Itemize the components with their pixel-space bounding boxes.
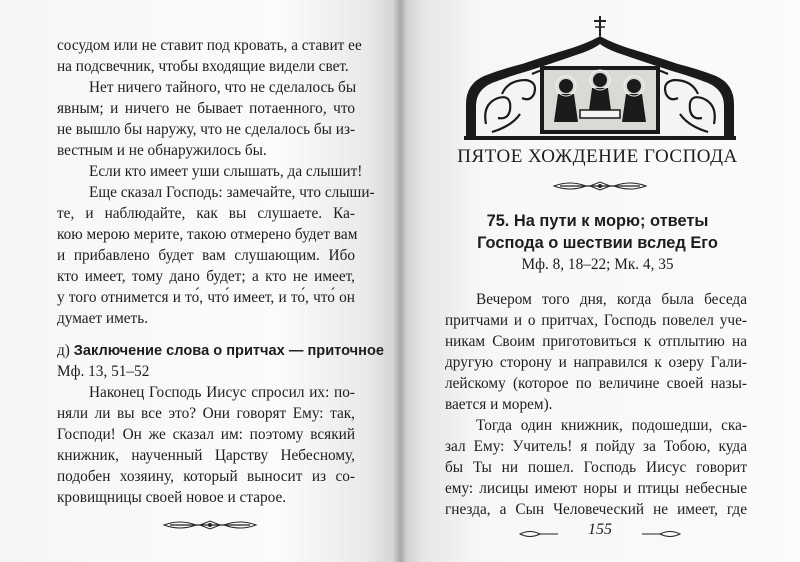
book-gutter [393,0,407,562]
text-line: на подсвечник, чтобы входящие видели свет. [57,58,349,75]
text-line: думает иметь. [57,310,149,327]
page-number: 155 [588,521,612,538]
text-line: Еще сказал Господь: замечайте, что слыши- [89,184,375,201]
text-line: книжник, наученный Царству Небесному, [57,447,355,464]
title-ornament-icon [550,179,650,193]
section-reference: Мф. 8, 18–22; Мк. 4, 35 [521,256,674,273]
text-line: кто имеет, тому дано будет; а кто не имеет, [57,268,355,285]
text-line: и прибавлено будет вам слушающим. Ибо [57,247,355,264]
text-line: сосудом или не ставит под кровать, а ставит ее [57,37,362,54]
section-title-line-1: 75. На пути к морю; ответы [486,212,709,230]
section-title-line-2: Господа о шествии вслед Его [477,234,718,252]
text-line: те, и наблюдайте, как вы слушаете. Ка- [57,205,355,222]
page-number-flourish-left-icon [518,528,560,540]
text-line: кою мерою мерите, такою отмерено будет вам [57,226,358,243]
text-line: другую сторону и направился к озеру Гали- [445,354,747,371]
text-line: кровищницы своей новое и старое. [57,489,287,506]
text-line: притчами и о притчах, Господь повелел уче- [445,312,747,329]
text-line: Господи! Он же сказал им: поэтому всякий [57,426,355,443]
subsection-title: Заключение слова о притчах — приточное [73,343,384,359]
text-line: Нет ничего тайного, что не сделалось бы [89,79,357,96]
text-line: Тогда один книжник, подошедши, ска- [476,417,747,434]
text-line: подобен хозяину, который выносит из со- [57,468,355,485]
subsection-letter: д) [57,342,70,359]
text-line: не вышло бы наружу, что не сделалось бы из- [57,121,356,138]
text-line: вается и морем). [445,396,553,413]
chapter-title: ПЯТОЕ ХОЖДЕНИЕ ГОСПОДА [457,146,738,167]
subsection-reference: Мф. 13, 51–52 [57,363,150,380]
text-line: няли ли вы все это? Они говорят Ему: так, [57,405,355,422]
text-line: лейскому (которое по величине своей назы- [445,375,747,392]
text-line: бы Ты ни пошел. Господь Иисус говорит [445,459,747,476]
text-line: Вечером того дня, когда была беседа [476,291,747,308]
text-line: зал Ему: Учитель! я пойду за Тобою, куда [445,438,747,455]
text-line: гнезда, а Сын Человеческий не имеет, где [445,501,747,518]
text-line: явным; и ничего не бывает потаенного, что [57,100,355,117]
icon-headpiece-ornament-icon [462,14,738,142]
text-line: у того отнимется и то́, что́ имеет, и то́, что́ он [57,289,355,306]
text-line: ему: лисицы имеют норы и птицы небесные [445,480,747,497]
text-line: вестным и не обнаружилось бы. [57,142,267,159]
text-line: Если кто имеет уши слышать, да слышит! [89,163,363,180]
subsection-heading [57,340,384,362]
text-line: Наконец Господь Иисус спросил их: по- [89,384,355,401]
end-ornament-icon [160,518,260,532]
page-number-flourish-right-icon [640,528,682,540]
text-line: никам Своим приготовиться к отплытию на [445,333,747,350]
